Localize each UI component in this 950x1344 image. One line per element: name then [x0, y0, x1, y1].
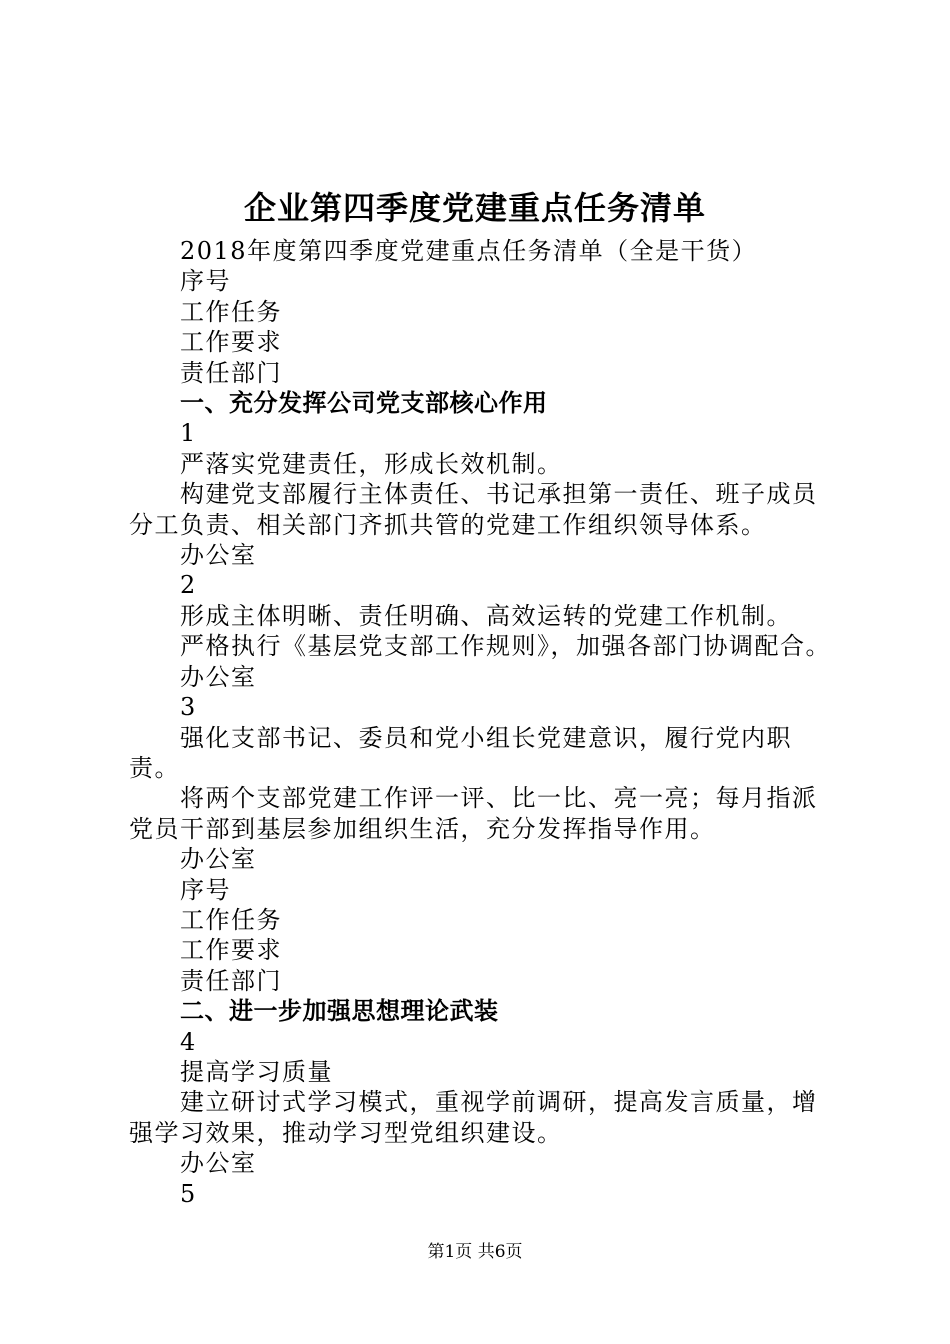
body-line: 3 [180, 693, 197, 722]
body-line: 责任部门 [180, 358, 282, 387]
page-footer: 第1页 共6页 [427, 1242, 523, 1262]
body-line: 4 [180, 1027, 197, 1056]
section-heading: 二、进一步加强思想理论武装 [180, 997, 499, 1026]
body-line: 工作任务 [180, 297, 282, 326]
body-line: 序号 [180, 875, 231, 904]
body-line: 强化支部书记、委员和党小组长党建意识，履行党内职责。 [129, 723, 792, 782]
body-line: 工作要求 [180, 328, 282, 357]
body-line: 提高学习质量 [180, 1057, 333, 1086]
body-line: 办公室 [180, 541, 257, 570]
body-line: 办公室 [180, 1149, 257, 1178]
body-line: 责任部门 [180, 966, 282, 995]
body-line: 工作任务 [180, 905, 282, 934]
body-line: 建立研讨式学习模式，重视学前调研，提高发言质量，增强学习效果，推动学习型党组织建设。 [129, 1088, 818, 1147]
body-line: 严落实党建责任，形成长效机制。 [180, 449, 563, 478]
body-line: 将两个支部党建工作评一评、比一比、亮一亮；每月指派党员干部到基层参加组织生活，充分发挥指导作用。 [129, 784, 818, 843]
body-line: 工作要求 [180, 936, 282, 965]
body-line: 2018年度第四季度党建重点任务清单（全是干货） [180, 237, 758, 265]
section-heading: 一、充分发挥公司党支部核心作用 [180, 389, 548, 418]
body-line: 构建党支部履行主体责任、书记承担第一责任、班子成员分工负责、相关部门齐抓共管的党建工作组织领导体系。 [129, 480, 818, 539]
body-line: 序号 [180, 267, 231, 296]
document-title: 企业第四季度党建重点任务清单 [243, 189, 706, 227]
body-line: 形成主体明晰、责任明确、高效运转的党建工作机制。 [180, 601, 792, 630]
body-line: 办公室 [180, 845, 257, 874]
body-line: 2 [180, 571, 197, 600]
document-body [129, 236, 835, 1209]
body-line: 1 [180, 419, 197, 448]
body-line: 5 [180, 1179, 197, 1208]
body-line: 严格执行《基层党支部工作规则》，加强各部门协调配合。 [180, 632, 831, 661]
body-line: 办公室 [180, 662, 257, 691]
